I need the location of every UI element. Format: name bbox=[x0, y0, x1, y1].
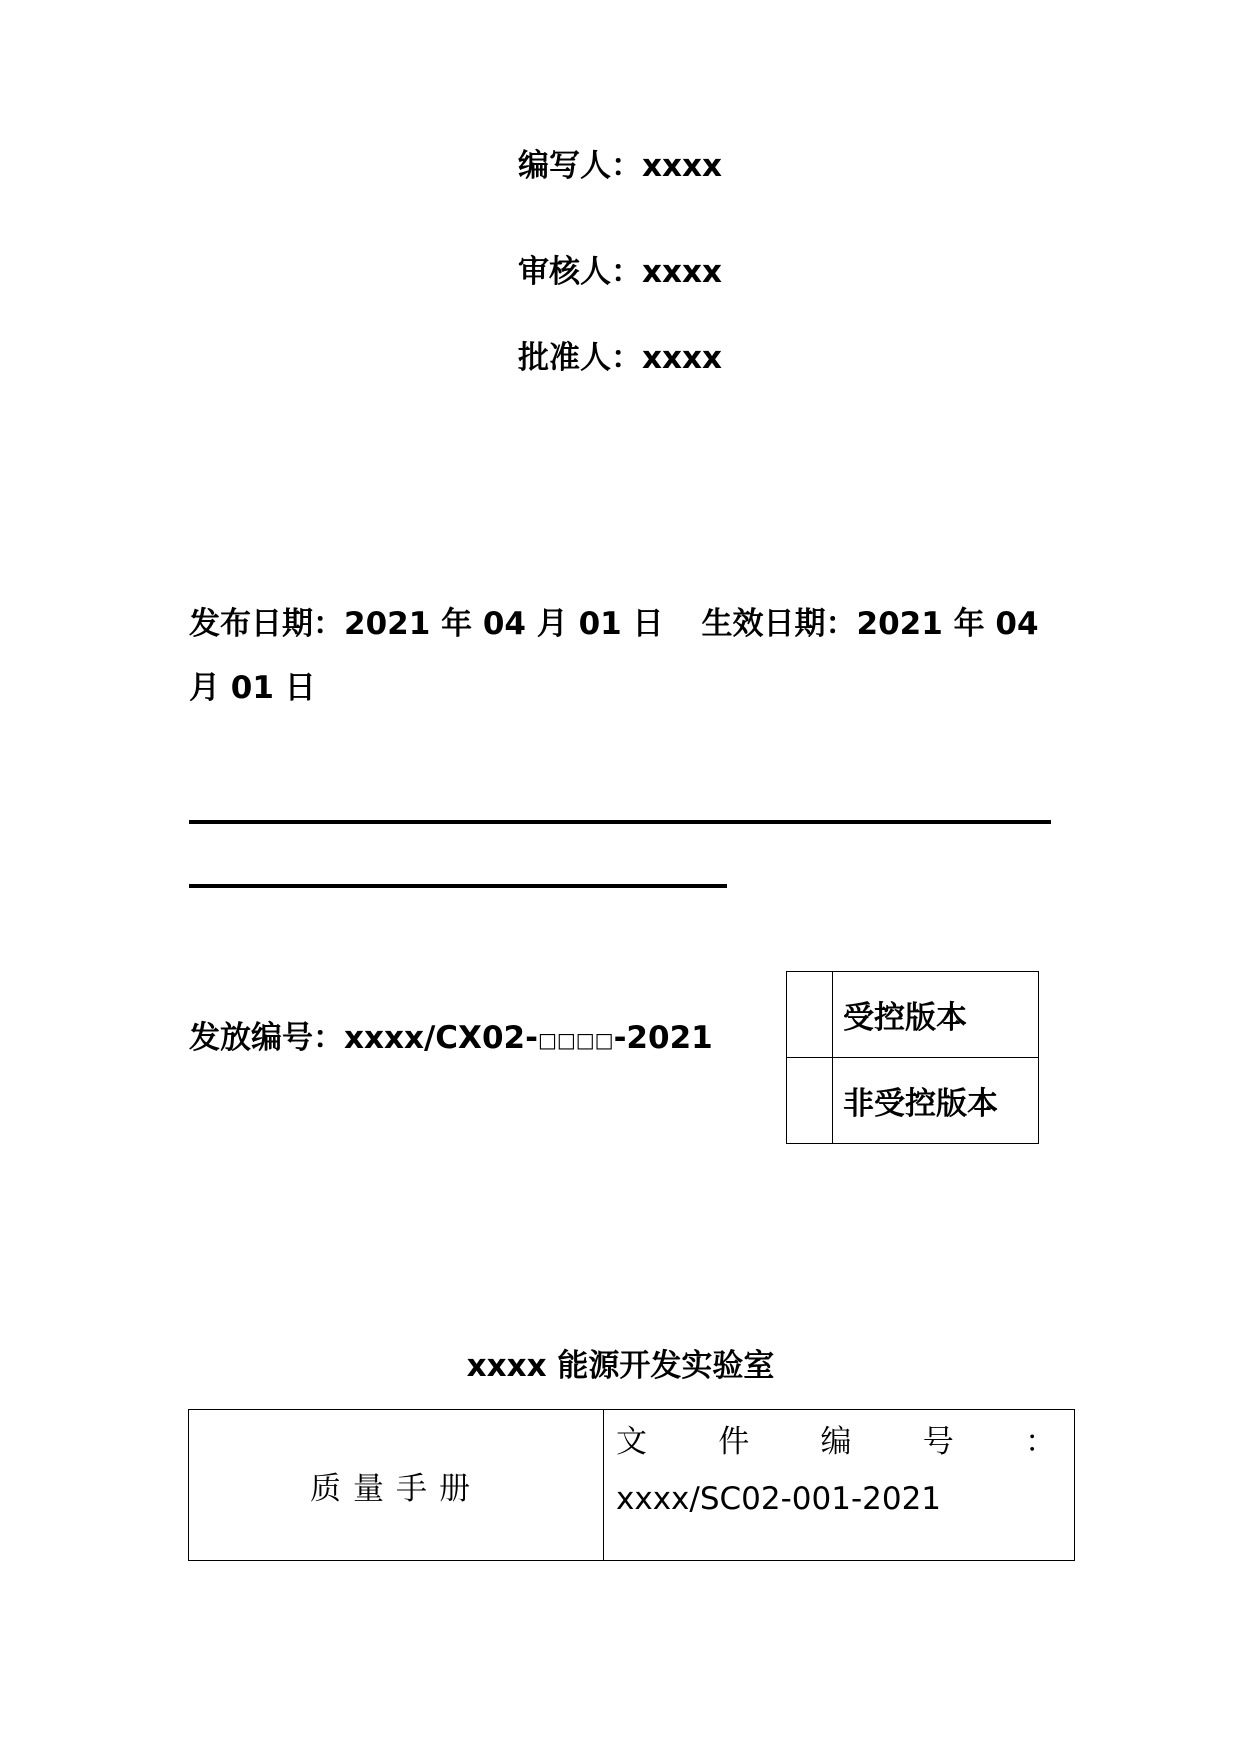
uncontrolled-label: 非受控版本 bbox=[833, 1058, 1039, 1144]
label-char: 文 bbox=[616, 1424, 647, 1460]
organization-name: xxxx 能源开发实验室 bbox=[466, 1348, 775, 1384]
label-char: ： bbox=[1025, 1424, 1056, 1460]
reviewer-line: 审核人：xxxx bbox=[518, 254, 722, 290]
issue-number bbox=[189, 1018, 713, 1060]
control-version-table bbox=[786, 971, 1039, 1144]
effective-date: 生效日期：2021 年 04 月 01 日 bbox=[189, 606, 1039, 706]
divider-short bbox=[189, 884, 727, 888]
writer-line: 编写人：xxxx bbox=[518, 148, 722, 184]
approver-line: 批准人：xxxx bbox=[518, 340, 722, 376]
controlled-checkbox[interactable] bbox=[787, 972, 833, 1058]
label-char: 编 bbox=[820, 1424, 852, 1460]
issue-suffix: -2021 bbox=[613, 1020, 713, 1056]
document-number-value: xxxx/SC02-001-2021 bbox=[616, 1481, 942, 1517]
label-char: 件 bbox=[718, 1424, 750, 1460]
publish-date: 发布日期：2021 年 04 月 01 日 bbox=[189, 606, 664, 642]
issue-placeholder-boxes: □□□□ bbox=[537, 1027, 614, 1052]
date-block bbox=[189, 592, 1069, 720]
uncontrolled-checkbox[interactable] bbox=[787, 1058, 833, 1144]
divider-long bbox=[189, 820, 1051, 824]
issue-prefix: 发放编号：xxxx/CX02- bbox=[189, 1020, 538, 1056]
label-char: 号 bbox=[922, 1424, 954, 1460]
document-info-table bbox=[188, 1409, 1075, 1561]
manual-title: 质量手册 bbox=[189, 1410, 604, 1561]
document-number-cell bbox=[604, 1410, 1075, 1561]
document-number-label bbox=[604, 1410, 1074, 1464]
controlled-label: 受控版本 bbox=[833, 972, 1039, 1058]
